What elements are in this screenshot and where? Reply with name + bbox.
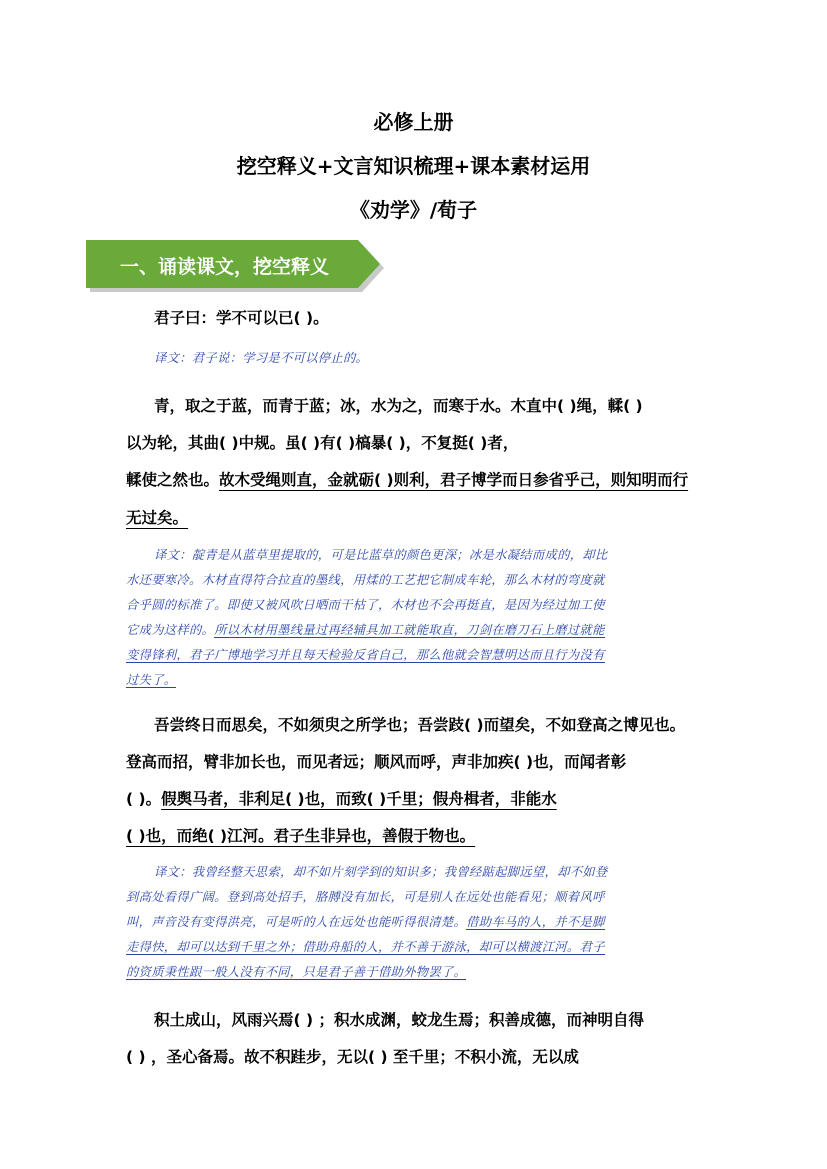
p3-line2: 登高而招，臂非加长也，而见者远；顺风而呼，声非加疾( )也，而闻者彰 bbox=[126, 753, 627, 771]
p3-line1: 吾尝终日而思矣，不如须臾之所学也；吾尝跂( )而望矣，不如登高之博见也。 bbox=[154, 716, 686, 734]
page-subtitle: 挖空释义+文言知识梳理+课本素材运用 bbox=[236, 154, 591, 178]
p3-trans-line5 bbox=[126, 962, 466, 980]
p2-trans-line1: 译文：靛青是从蓝草里提取的，可是比蓝草的颜色更深；冰是水凝结而成的，却比 bbox=[154, 548, 608, 562]
p3-trans-line4-text: 走得快，却可以达到千里之外；借助舟船的人，并不善于游泳，却可以横渡江河。君子 bbox=[126, 940, 605, 954]
p3-trans-line1: 译文：我曾经整天思索，却不如片刻学到的知识多；我曾经踮起脚远望，却不如登 bbox=[154, 865, 608, 879]
p2-trans-line5 bbox=[126, 645, 605, 663]
p2-line3a: 輮使之然也。 bbox=[126, 471, 220, 489]
p3-trans-line3 bbox=[126, 912, 605, 930]
p2-trans-line4b: 所以木材用墨线量过再经辅具加工就能取直，刀剑在磨刀石上磨过就能 bbox=[214, 623, 605, 637]
p2-trans-line6 bbox=[126, 670, 176, 688]
p2-trans-line4a: 它成为这样的。 bbox=[126, 623, 215, 637]
p2-trans-line3: 合乎圆的标准了。即使又被风吹日晒而干枯了，木材也不会再挺直，是因为经过加工使 bbox=[126, 598, 605, 612]
p3-line3b: 假舆马者，非利足( )也，而致( )千里；假舟楫者，非能水 bbox=[161, 790, 557, 808]
p3-trans-line4 bbox=[126, 937, 605, 955]
p2-line3 bbox=[126, 468, 688, 490]
p4-line1: 积土成山，风雨兴焉( ) ；积水成渊，蛟龙生焉；积善成德，而神明自得 bbox=[154, 1011, 644, 1029]
p3-line4: ( )也，而绝( )江河。君子生非异也，善假于物也。 bbox=[126, 827, 476, 845]
p4-line2: ( ) ，圣心备焉。故不积跬步，无以( ) 至千里；不积小流，无以成 bbox=[126, 1048, 579, 1066]
p2-trans-line6-text: 过失了。 bbox=[126, 673, 177, 687]
p3-trans-line5-text: 的资质秉性跟一般人没有不同，只是君子善于借助外物罢了。 bbox=[126, 965, 467, 979]
p2-line1: 青，取之于蓝，而青于蓝；冰，水为之，而寒于水。木直中( )绳，輮( ) bbox=[154, 397, 643, 415]
section-heading: 一、诵读课文，挖空释义 bbox=[120, 256, 330, 278]
p3-line3 bbox=[126, 787, 557, 809]
p2-line2: 以为轮，其曲( )中规。虽( )有( )槁暴( )，不复挺( )者， bbox=[126, 434, 519, 452]
p3-line3a: ( )。 bbox=[126, 790, 162, 808]
p3-trans-line3a: 叫，声音没有变得洪亮，可是听的人在远处也能听得很清楚。 bbox=[126, 915, 467, 929]
p2-line4: 无过矣。 bbox=[126, 509, 189, 527]
p2-line3b: 故木受绳则直，金就砺( )则利，君子博学而日参省乎己，则知明而行 bbox=[219, 471, 689, 489]
p2-trans-line4 bbox=[126, 620, 605, 638]
p3-trans-line2: 到高处看得广阔。登到高处招手，胳膊没有加长，可是别人在远处也能看见；顺着风呼 bbox=[126, 890, 605, 904]
p3-trans-line3b: 借助车马的人，并不是脚 bbox=[466, 915, 605, 929]
section-banner bbox=[86, 238, 382, 292]
page-title: 必修上册 bbox=[373, 110, 454, 134]
p1-translation: 译文：君子说：学习是不可以停止的。 bbox=[154, 351, 369, 365]
text-title: 《劝学》/荀子 bbox=[349, 198, 478, 222]
p2-trans-line2: 水还要寒冷。木材直得符合拉直的墨线，用煣的工艺把它制成车轮，那么木材的弯度就 bbox=[126, 573, 605, 587]
p2-trans-line5-text: 变得锋利，君子广博地学习并且每天检验反省自己，那么他就会智慧明达而且行为没有 bbox=[126, 648, 605, 662]
p1-line1: 君子曰：学不可以已( )。 bbox=[154, 309, 329, 327]
